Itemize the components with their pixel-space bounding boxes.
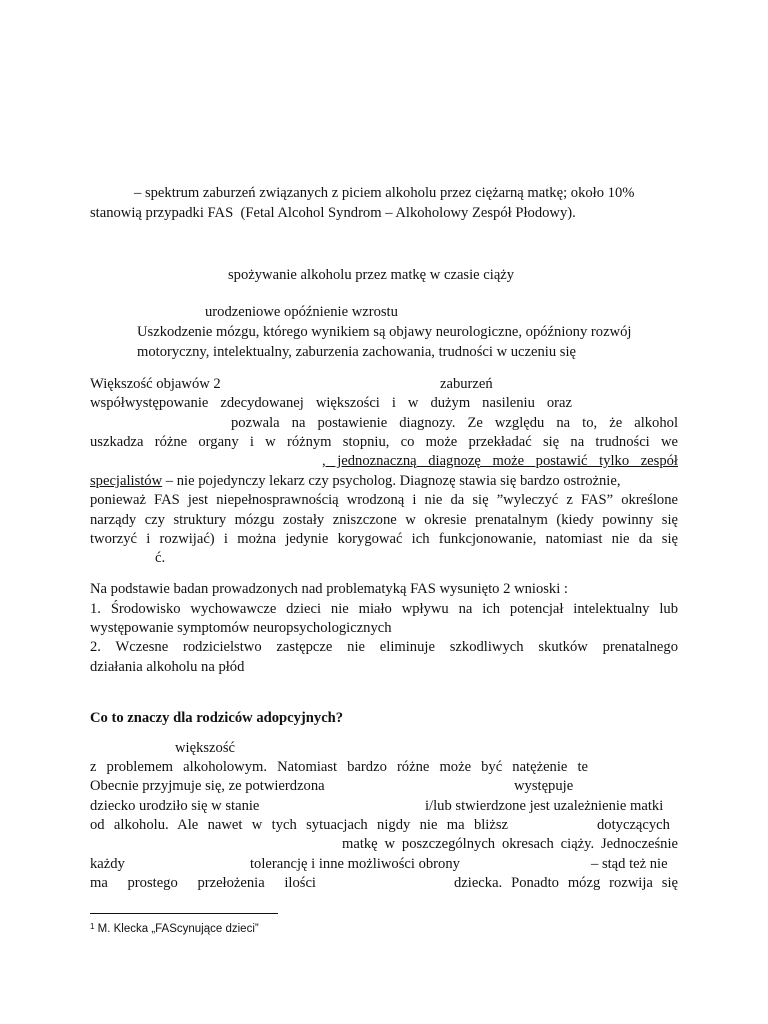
para1-line-5: , jednoznaczną diagnozę może postawić tylko zespół (322, 453, 678, 469)
footnote-text: M. Klecka „FAScynujące dzieci” (94, 923, 259, 935)
para3-line-7c: – stąd też nie (591, 856, 668, 872)
para3-line-6: matkę w poszczególnych okresach ciąży. Jednocześnie (342, 836, 678, 852)
para2-line-1: Na podstawie badan prowadzonych nad problematyką FAS wysunięto 2 wnioski : (90, 581, 568, 597)
para3-line-7a: każdy (90, 856, 125, 872)
para1-line-6 (90, 472, 678, 490)
criterion-brain-line-2: motoryczny, intelektualny, zaburzenia zachowania, trudności w uczeniu się (137, 344, 576, 360)
para2-line-3: występowanie symptomów neuropsychologicznych (90, 620, 392, 636)
footnote (90, 922, 259, 935)
para3-line-3b: występuje (514, 778, 574, 794)
para3-line-2: z problemem alkoholowym. Natomiast bardzo różne może być natężenie te (90, 759, 588, 775)
para1-line-8: narządy czy struktury mózgu zostały zniszczone w okresie prenatalnym (kiedy powinny się (90, 512, 678, 528)
para1-line-7: ponieważ FAS jest niepełnosprawnością wrodzoną i nie da się ”wyleczyć z FAS” określone (90, 492, 678, 508)
para2-line-4: 2. Wczesne rodzicielstwo zastępcze nie eliminuje szkodliwych skutków prenatalnego (90, 639, 678, 655)
criterion-brain-line-1: Uszkodzenie mózgu, którego wynikiem są objawy neurologiczne, opóźniony rozwój (137, 324, 632, 340)
footnote-mark: 1 (90, 922, 95, 931)
para1-line-4: uszkadza różne organy i w różnym stopniu, co może przekładać się na trudności we (90, 434, 678, 450)
criterion-alcohol: spożywanie alkoholu przez matkę w czasie ciąży (228, 267, 515, 283)
para1-line-1a: Większość objawów 2 (90, 376, 221, 392)
para1-line-9: tworzyć i rozwijać) i można jedynie korygować ich funkcjonowanie, natomiast nie da się (90, 531, 678, 547)
para3-line-3a: Obecnie przyjmuje się, ze potwierdzona (90, 778, 325, 794)
intro-line-1: – spektrum zaburzeń związanych z piciem alkoholu przez ciężarną matkę; około 10% (134, 185, 635, 201)
para1-line-6-rest: – nie pojedynczy lekarz czy psycholog. Diagnozę stawia się bardzo ostrożnie, (162, 473, 621, 489)
para3-line-5b: dotyczących (597, 817, 670, 833)
para3-line-4b: i/lub stwierdzone jest uzależnienie matki (425, 798, 664, 814)
para1-line-3: pozwala na postawienie diagnozy. Ze względu na to, że alkohol (231, 415, 678, 431)
para3-line-4a: dziecko urodziło się w stanie (90, 798, 260, 814)
section-heading: Co to znaczy dla rodziców adopcyjnych? (90, 710, 344, 726)
para3-line-8a: ma prostego przełożenia ilości (90, 875, 316, 891)
para1-line-2: współwystępowanie zdecydowanej większości i w dużym nasileniu oraz (90, 395, 572, 411)
para3-line-7b: tolerancję i inne możliwości obrony (250, 856, 460, 872)
para1-line-10: ć. (155, 550, 166, 566)
para3-line-5a: od alkoholu. Ale nawet w tych sytuacjach nigdy nie ma bliższ (90, 817, 508, 833)
footnote-separator (90, 913, 278, 914)
para2-line-5: działania alkoholu na płód (90, 659, 245, 675)
para3-line-8b: dziecka. Ponadto mózg rozwija się (454, 875, 678, 891)
criterion-growth: urodzeniowe opóźnienie wzrostu (205, 304, 398, 320)
para1-line-1b: zaburzeń (440, 376, 493, 392)
para2-line-2: 1. Środowisko wychowawcze dzieci nie miało wpływu na ich potencjał intelektualny lub (90, 601, 678, 617)
intro-line-2: stanowią przypadki FAS (Fetal Alcohol Syndrom – Alkoholowy Zespół Płodowy). (90, 205, 576, 221)
para3-line-1: większość (175, 740, 235, 756)
specialists-link-text: specjalistów (90, 473, 163, 489)
